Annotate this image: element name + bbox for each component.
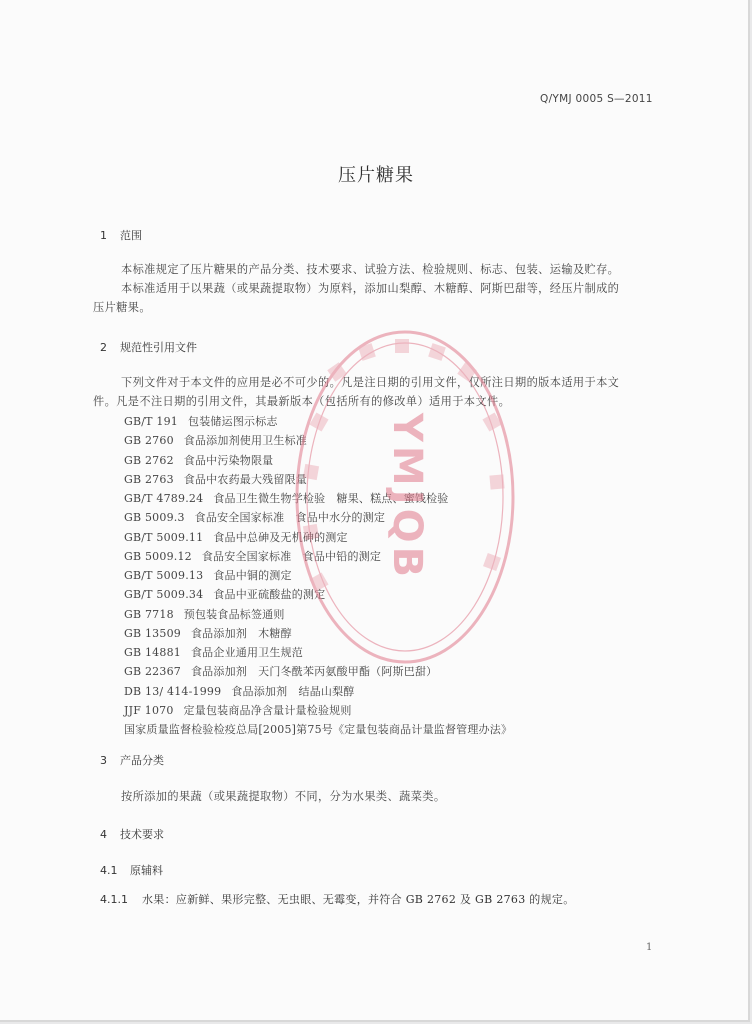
- section-title: 技术要求: [120, 828, 164, 841]
- reference-name: 包装储运图示标志: [188, 415, 278, 428]
- reference-code: GB 14881: [124, 646, 181, 659]
- reference-name: 食品中污染物限量: [183, 453, 274, 467]
- reference-code: GB 2762: [124, 453, 174, 467]
- paragraph-line: 下列文件对于本文件的应用是必不可少的。凡是注日期的引用文件，仅所注日期的版本适用于本文: [121, 376, 620, 389]
- seal-center-text: YMJQB: [384, 412, 430, 582]
- paragraph-line: 按所添加的果蔬（或果蔬提取物）不同，分为水果类、蔬菜类。: [121, 790, 446, 803]
- reference-name: 食品卫生微生物学检验 糖果、糕点、蜜饯检验: [213, 492, 449, 505]
- reference-code: GB 5009.12: [124, 549, 192, 563]
- standard-code: Q/YMJ 0005 S—2011: [540, 93, 653, 105]
- subsection-number: 4.1: [100, 864, 118, 877]
- reference-code: GB 2763: [124, 472, 174, 486]
- reference-code: GB 2760: [124, 434, 174, 448]
- reference-code: DB 13/ 414-1999: [124, 684, 222, 698]
- item-text: 水果：应新鲜、果形完整、无虫眼、无霉变，并符合 GB 2762 及 GB 2763 的规定。: [142, 893, 575, 906]
- subsection-title: 原辅料: [130, 864, 163, 877]
- reference-name: 食品企业通用卫生规范: [190, 646, 303, 659]
- reference-name: 食品中亚硫酸盐的测定: [213, 588, 326, 602]
- reference-code: GB 22367: [124, 665, 181, 679]
- reference-item: [124, 701, 512, 720]
- reference-name: 食品中铜的测定: [213, 569, 292, 582]
- item-number: 4.1.1: [100, 893, 128, 906]
- reference-code: GB 13509: [124, 626, 181, 640]
- classification-paragraph: [93, 787, 673, 806]
- seal-arc-mark: [457, 362, 476, 381]
- reference-code: JJF 1070: [124, 703, 174, 717]
- section-title: 产品分类: [120, 754, 164, 767]
- seal-arc-mark: [303, 524, 319, 540]
- seal-arc-mark: [303, 464, 319, 480]
- item-4-1-1: [100, 891, 575, 907]
- reference-name: 食品添加剂 木糖醇: [190, 626, 292, 640]
- reference-code: GB/T 5009.34: [124, 588, 204, 602]
- paragraph-line: 本标准规定了压片糖果的产品分类、技术要求、试验方法、检验规则、标志、包装、运输及贮存。: [121, 263, 620, 276]
- section-number: 4: [100, 828, 107, 841]
- section-title: 规范性引用文件: [120, 341, 197, 354]
- reference-code: GB 5009.3: [124, 511, 185, 525]
- reference-name: 食品中总砷及无机砷的测定: [213, 530, 348, 544]
- paragraph-line: 压片糖果。: [93, 301, 151, 314]
- paragraph-line: 件。凡是不注日期的引用文件，其最新版本（包括所有的修改单）适用于本文件。: [93, 395, 511, 408]
- reference-item: [124, 720, 512, 739]
- reference-code: GB/T 5009.11: [124, 530, 204, 544]
- subsection-4-1-heading: [100, 862, 163, 878]
- section-4-heading: [100, 826, 164, 842]
- section-number: 3: [100, 754, 107, 767]
- document-title: 压片糖果: [338, 165, 414, 186]
- reference-code: GB/T 191: [124, 415, 179, 428]
- section-2-heading: [100, 339, 197, 355]
- section-number: 2: [100, 341, 107, 354]
- seal-arc-mark: [428, 343, 446, 361]
- reference-code: 国家质量监督检验检疫总局[2005]第75号: [124, 723, 333, 736]
- reference-name: 预包装食品标签通则: [183, 607, 285, 621]
- reference-name: 食品安全国家标准 食品中水分的测定: [194, 511, 386, 525]
- reference-code: GB/T 5009.13: [124, 569, 204, 582]
- page-number: 1: [646, 942, 653, 953]
- seal-arc-mark: [489, 474, 504, 489]
- reference-code: GB 7718: [124, 607, 174, 621]
- company-seal-stamp: [290, 325, 520, 670]
- reference-name: 食品添加剂使用卫生标准: [183, 434, 307, 448]
- seal-arc-mark: [483, 553, 501, 571]
- reference-name: 定量包装商品净含量计量检验规则: [183, 703, 352, 717]
- section-1-heading: [100, 227, 142, 243]
- reference-name: 食品添加剂 天门冬酰苯丙氨酸甲酯（阿斯巴甜）: [190, 665, 438, 679]
- reference-name: 食品安全国家标准 食品中铅的测定: [201, 549, 382, 563]
- section-title: 范围: [120, 229, 142, 242]
- reference-name: 《定量包装商品计量监督管理办法》: [332, 723, 513, 736]
- seal-arc-mark: [395, 339, 409, 353]
- section-3-heading: [100, 752, 164, 768]
- reference-item: [124, 682, 512, 701]
- reference-code: GB/T 4789.24: [124, 492, 204, 505]
- reference-name: 食品添加剂 结晶山梨醇: [231, 684, 355, 698]
- paragraph-line: 本标准适用于以果蔬（或果蔬提取物）为原料，添加山梨醇、木糖醇、阿斯巴甜等，经压片制成的: [121, 282, 620, 295]
- section-number: 1: [100, 229, 107, 242]
- scope-paragraph: [93, 260, 673, 317]
- reference-name: 食品中农药最大残留限量: [183, 472, 307, 486]
